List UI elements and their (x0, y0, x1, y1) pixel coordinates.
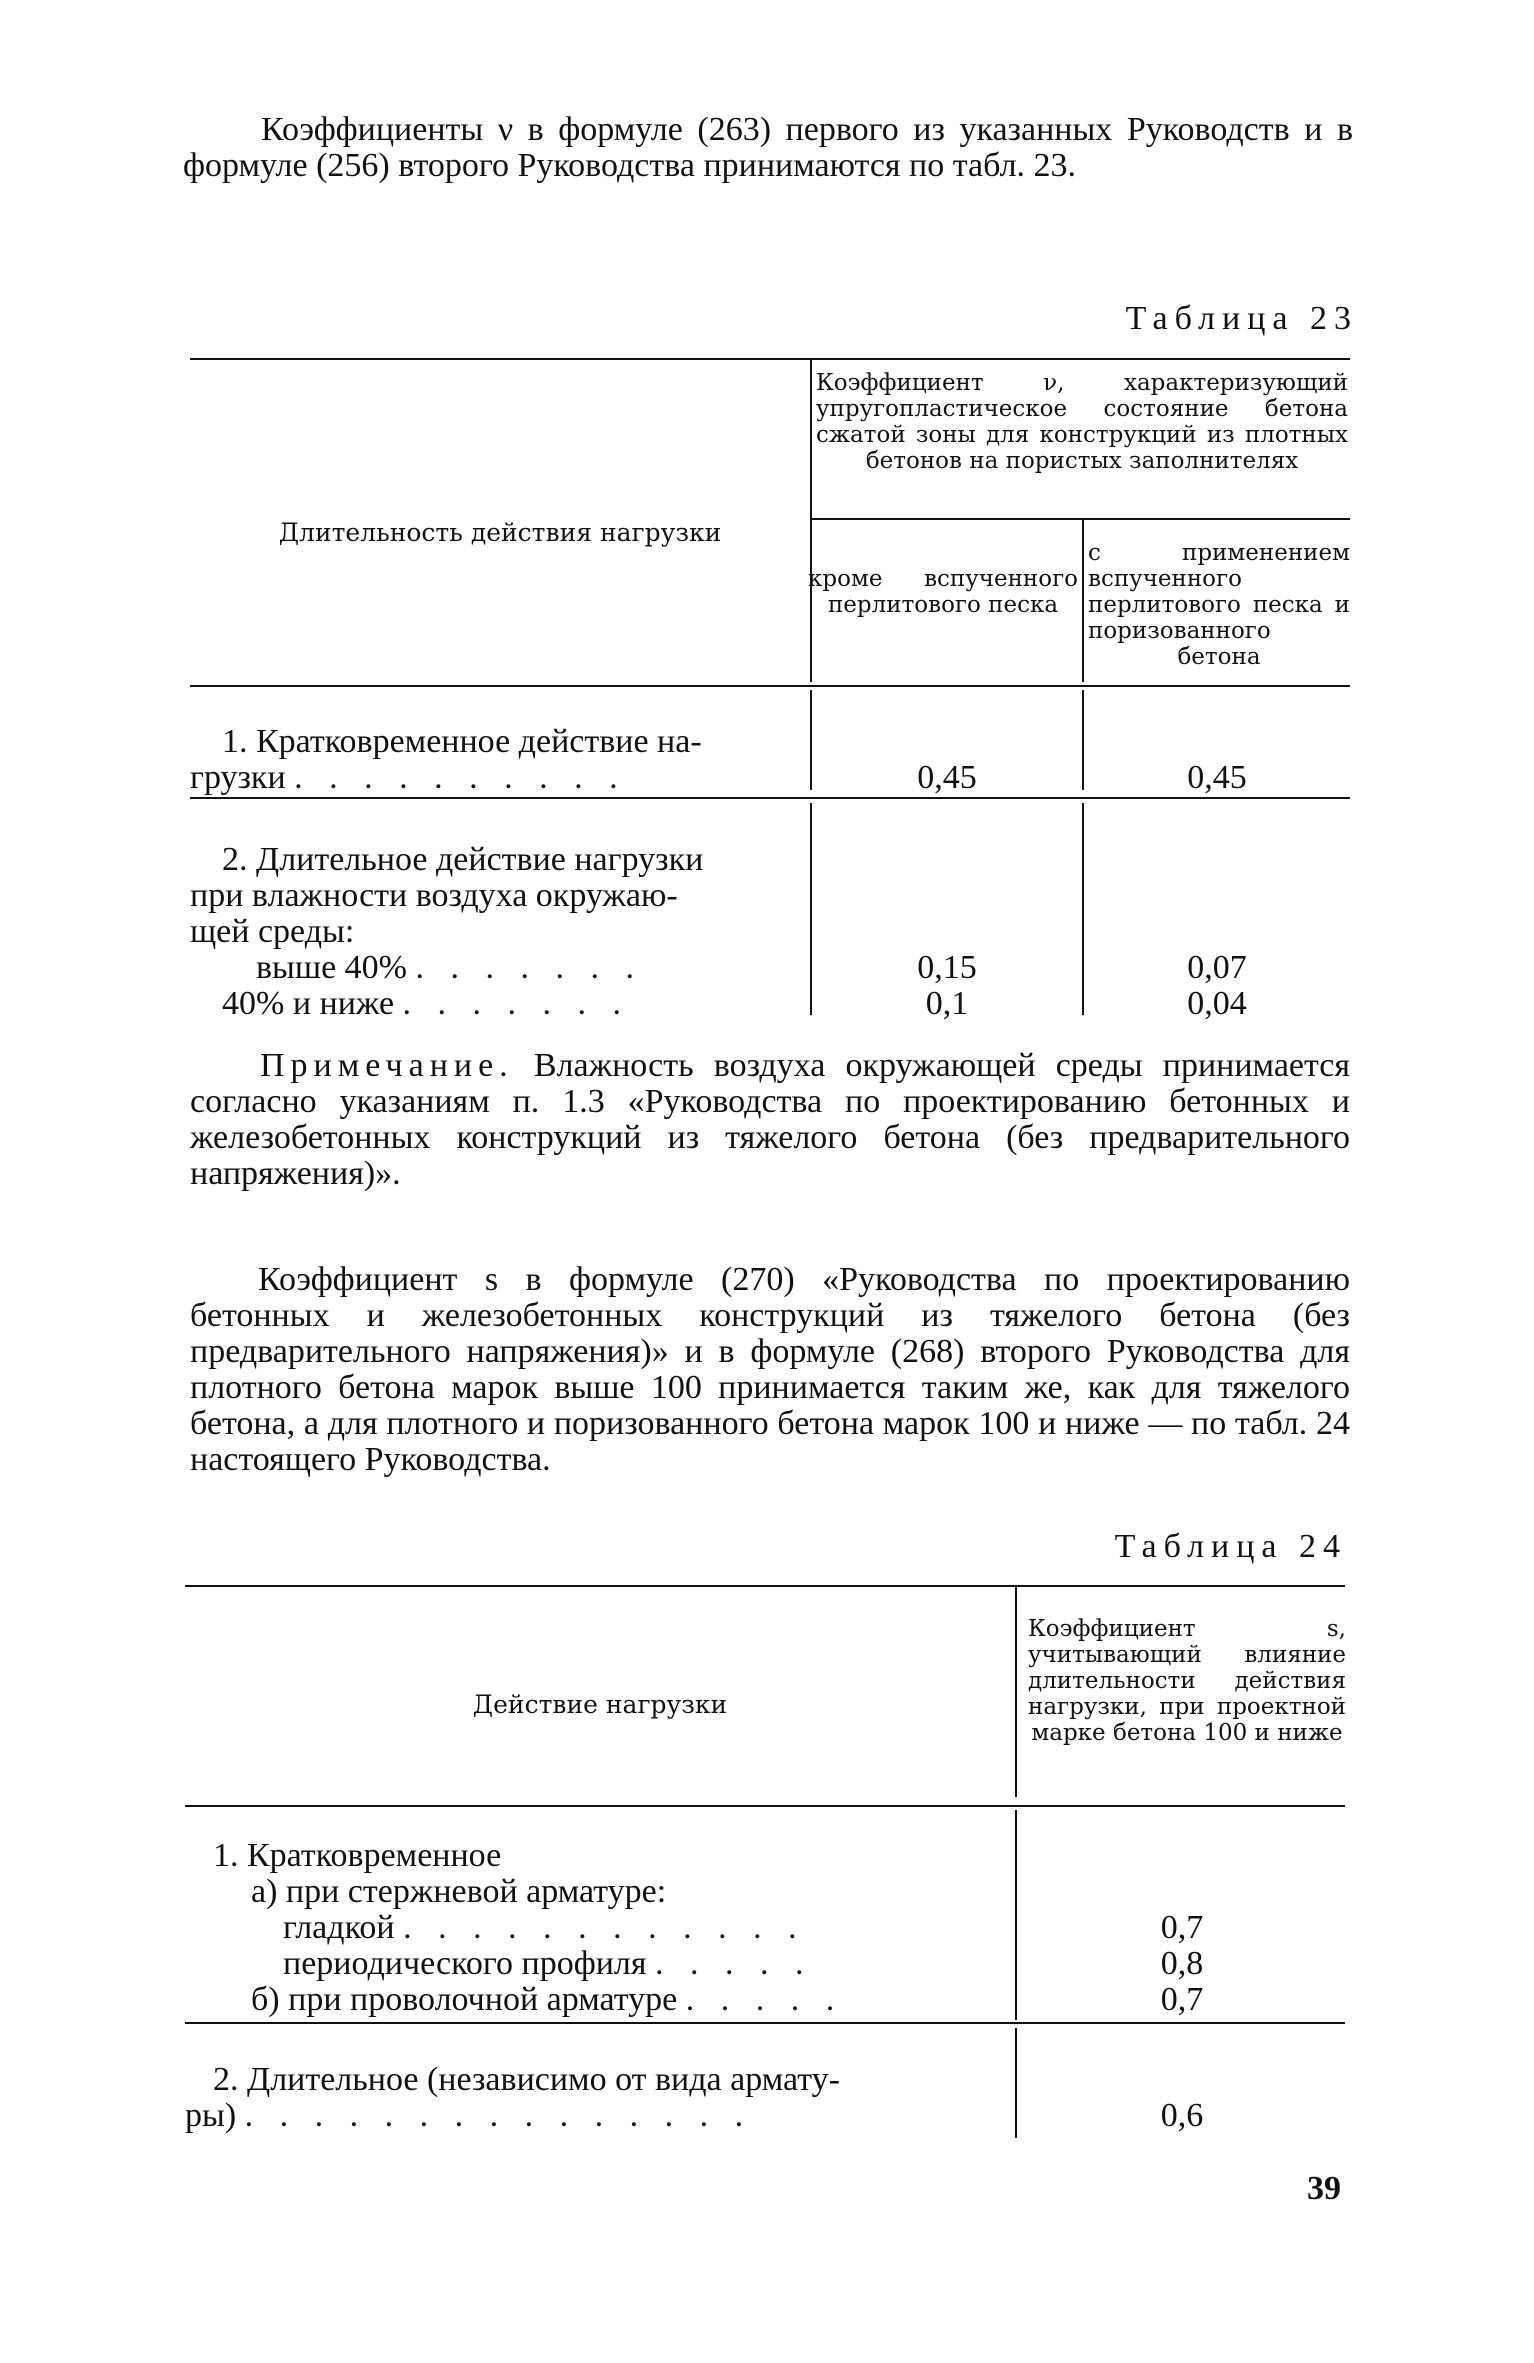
table-24-row1-smooth (185, 1910, 1010, 1946)
table-23-row1-value-b: 0,45 (1187, 759, 1247, 796)
table-24-periodic-dots: . . . . . (655, 1945, 813, 1982)
table-24-row1-title: 1. Кратковременное (213, 1837, 502, 1874)
note-text: Влажность воздуха окружающей среды принимается согласно указаниям п. 1.3 «Руководства по проектированию бетонных и железобетонных конструкций из тяжелого бетона (без предварительного напряжения)». (190, 1047, 1351, 1192)
table-23-caption: Таблица 23 (1125, 300, 1358, 337)
table-24-smooth-value: 0,7 (1160, 1909, 1204, 1946)
table-23-row1-line2: грузки (190, 759, 286, 796)
table-23-subheader-rule (812, 518, 1350, 520)
table-23-note (190, 1048, 1350, 1192)
table-24-row2-line1: 2. Длительное (независимо от вида армату- (213, 2061, 840, 2098)
table-24-row1-wire (185, 1982, 1010, 2018)
table-23-row2-sub2-value-b: 0,04 (1187, 985, 1247, 1022)
table-23-row1-label (190, 724, 800, 796)
table-23-row2-line3: щей среды: (190, 913, 355, 950)
table-23-row2-sub2-label: 40% и ниже (222, 985, 395, 1022)
table-24-divider (1015, 1587, 1017, 1797)
table-23-top-rule (190, 358, 1350, 360)
table-23-row2-sub1-label: выше 40% (256, 949, 407, 986)
table-23-row2-line1: 2. Длительное действие нагрузки (222, 841, 704, 878)
table-23-row2-sub1-dots: . . . . . . . (415, 949, 643, 986)
table-24-top-rule (185, 1585, 1345, 1587)
table-23-divider-1 (810, 360, 812, 682)
table-24-periodic-label: периодического профиля (283, 1945, 647, 1982)
intro-text: Коэффициенты ν в формуле (263) первого из указанных Руководств и в формуле (256) второго Руководства принимаются по табл. 23. (183, 111, 1353, 184)
table-23-row2-sub2-dots: . . . . . . . (402, 985, 631, 1022)
table-23-row2-label (190, 842, 800, 1022)
table-23-row2-sub1-value-b: 0,07 (1187, 949, 1247, 986)
table-24-row2-dots: . . . . . . . . . . . . . . . (244, 2097, 753, 2134)
table-23-row2-line2: при влажности воздуха окружаю- (190, 877, 678, 914)
table-23-subheader-a: кроме вспученного перлитового песка (808, 566, 1078, 618)
table-24-row2-value: 0,6 (1160, 2097, 1204, 2134)
table-23-row2-sub2 (190, 986, 800, 1022)
table-24-row1-periodic (185, 1946, 1010, 1982)
table-23-row2-sub1 (190, 950, 800, 986)
table-24-periodic-value: 0,8 (1160, 1945, 1204, 1982)
table-24-load-header: Действие нагрузки (472, 1690, 728, 1719)
table-24-caption: Таблица 24 (1114, 1528, 1347, 1565)
paragraph-2-text: Коэффициент s в формуле (270) «Руководства по проектированию бетонных и железобетонных конструкций из тяжелого бетона (без предварительного напряжения)» и в формуле (268) второго Руководства для плотного бетона марок выше 100 принимается таким же, как для тяжелого бетона, а для плотного и поризованного бетона марок 100 и ниже — по табл. 24 настоящего Руководства. (190, 1261, 1350, 1478)
table-24-wire-dots: . . . . . (685, 1981, 844, 2018)
table-23-row1-rule (190, 797, 1350, 799)
table-23-coef-header: Коэффициент ν, характеризующий упругопластическое состояние бетона сжатой зоны для конструкций из плотных бетонов на пористых заполнителях (816, 370, 1348, 474)
table-23-subheader-b: с применением вспученного перлитового песка и поризованного бетона (1088, 540, 1350, 670)
table-24-row2-line2: ры) (185, 2097, 237, 2134)
note-label: Примечание. (260, 1047, 514, 1084)
table-24-coef-header: Коэффициент s, учитывающий влияние длительности действия нагрузки, при проектной марке бетона 100 и ниже (1028, 1616, 1346, 1746)
table-24-row1-rule (185, 2022, 1345, 2024)
table-23-row1-line2-wrap (190, 760, 800, 796)
table-24-smooth-label: гладкой (283, 1909, 395, 1946)
table-23-row2-sub1-value-a: 0,15 (917, 949, 977, 986)
table-24-row2-label (185, 2062, 1010, 2134)
table-24-row2-line2-wrap (185, 2098, 1010, 2134)
table-23-row2-sub2-value-a: 0,1 (925, 985, 969, 1022)
table-23-header-rule (190, 685, 1350, 687)
table-24-wire-label: б) при проволочной арматуре (251, 1981, 678, 2018)
table-23-divider-2 (1082, 520, 1084, 682)
table-24-smooth-dots: . . . . . . . . . . . . (403, 1909, 806, 1946)
page-number: 39 (1307, 2170, 1341, 2207)
table-24-wire-value: 0,7 (1160, 1981, 1204, 2018)
table-23-load-header: Длительность действия нагрузки (278, 518, 722, 547)
table-23-row1-value-a: 0,45 (917, 759, 977, 796)
table-23-row1-line1: 1. Кратковременное действие на- (222, 723, 702, 760)
table-24-header-rule (185, 1805, 1345, 1807)
table-24-row1-sub-a: а) при стержневой арматуре: (251, 1873, 667, 1910)
intro-paragraph (183, 112, 1353, 184)
table-24-row1-label (185, 1838, 1010, 2018)
table-23-row1-dots: . . . . . . . . . . (294, 759, 627, 796)
paragraph-2 (190, 1262, 1350, 1478)
